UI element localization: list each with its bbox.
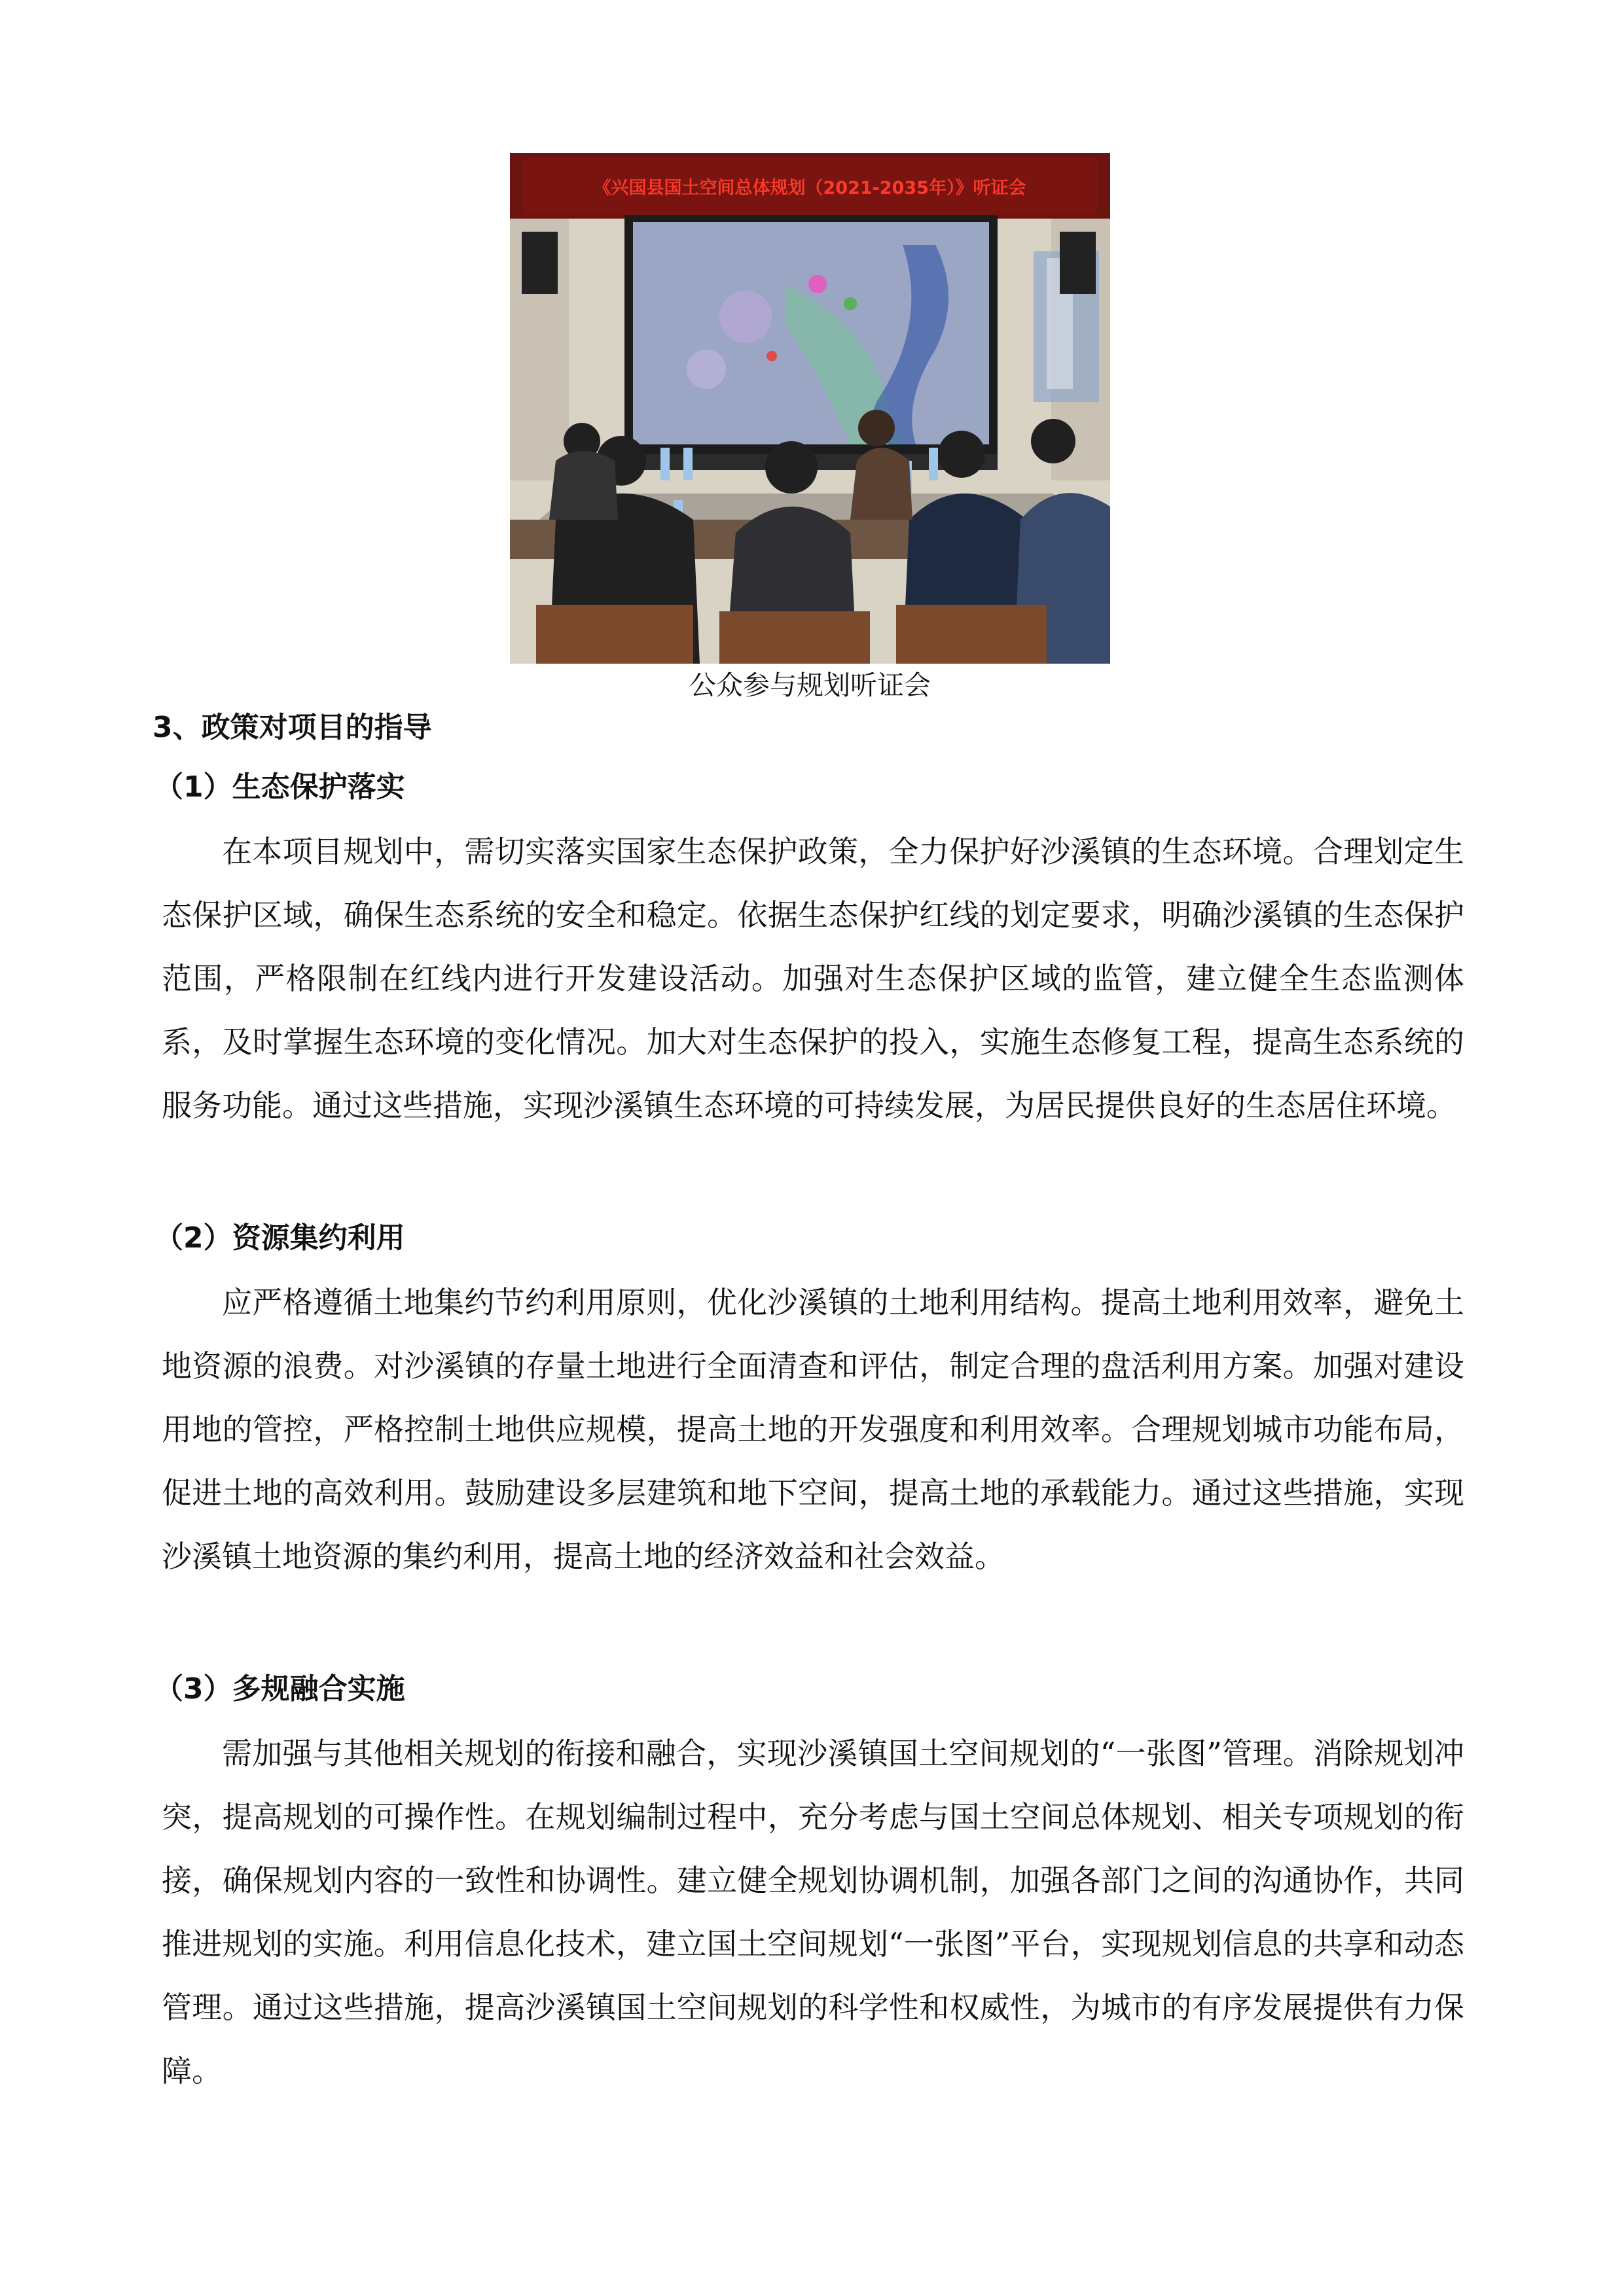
banner-text: 《兴国县国土空间总体规划（2021-2035年）》听证会 bbox=[593, 178, 1026, 198]
subsection-heading-2: （2）资源集约利用 bbox=[154, 1221, 405, 1255]
hearing-photo bbox=[510, 153, 1110, 664]
subsection-body-3: 需加强与其他相关规划的衔接和融合，实现沙溪镇国土空间规划的“一张图”管理。消除规划冲突，提高规划的可操作性。在规划编制过程中，充分考虑与国土空间总体规划、相关专项规划的衔接，确保规划内容的一致性和协调性。建立健全规划协调机制，加强各部门之间的沟通协作，共同推进规划的实施。利用信息化技术，建立国土空间规划“一张图”平台，实现规划信息的共享和动态管理。通过这些措施，提高沙溪镇国土空间规划的科学性和权威性，为城市的有序发展提供有力保障。 bbox=[162, 1736, 1464, 2089]
photo-caption: 公众参与规划听证会 bbox=[689, 670, 931, 701]
subsection-heading-3: （3）多规融合实施 bbox=[154, 1672, 405, 1706]
subsection-heading-1: （1）生态保护落实 bbox=[154, 770, 405, 804]
subsection-body-1: 在本项目规划中，需切实落实国家生态保护政策，全力保护好沙溪镇的生态环境。合理划定生态保护区域，确保生态系统的安全和稳定。依据生态保护红线的划定要求，明确沙溪镇的生态保护范围，严格限制在红线内进行开发建设活动。加强对生态保护区域的监管，建立健全生态监测体系，及时掌握生态环境的变化情况。加大对生态保护的投入，实施生态修复工程，提高生态系统的服务功能。通过这些措施，实现沙溪镇生态环境的可持续发展，为居民提供良好的生态居住环境。 bbox=[162, 834, 1464, 1123]
section-title: 3、政策对项目的指导 bbox=[153, 711, 432, 744]
subsection-body-2: 应严格遵循土地集约节约利用原则，优化沙溪镇的土地利用结构。提高土地利用效率，避免土地资源的浪费。对沙溪镇的存量土地进行全面清查和评估，制定合理的盘活利用方案。加强对建设用地的管控，严格控制土地供应规模，提高土地的开发强度和利用效率。合理规划城市功能布局，促进土地的高效利用。鼓励建设多层建筑和地下空间，提高土地的承载能力。通过这些措施，实现沙溪镇土地资源的集约利用，提高土地的经济效益和社会效益。 bbox=[162, 1285, 1464, 1574]
